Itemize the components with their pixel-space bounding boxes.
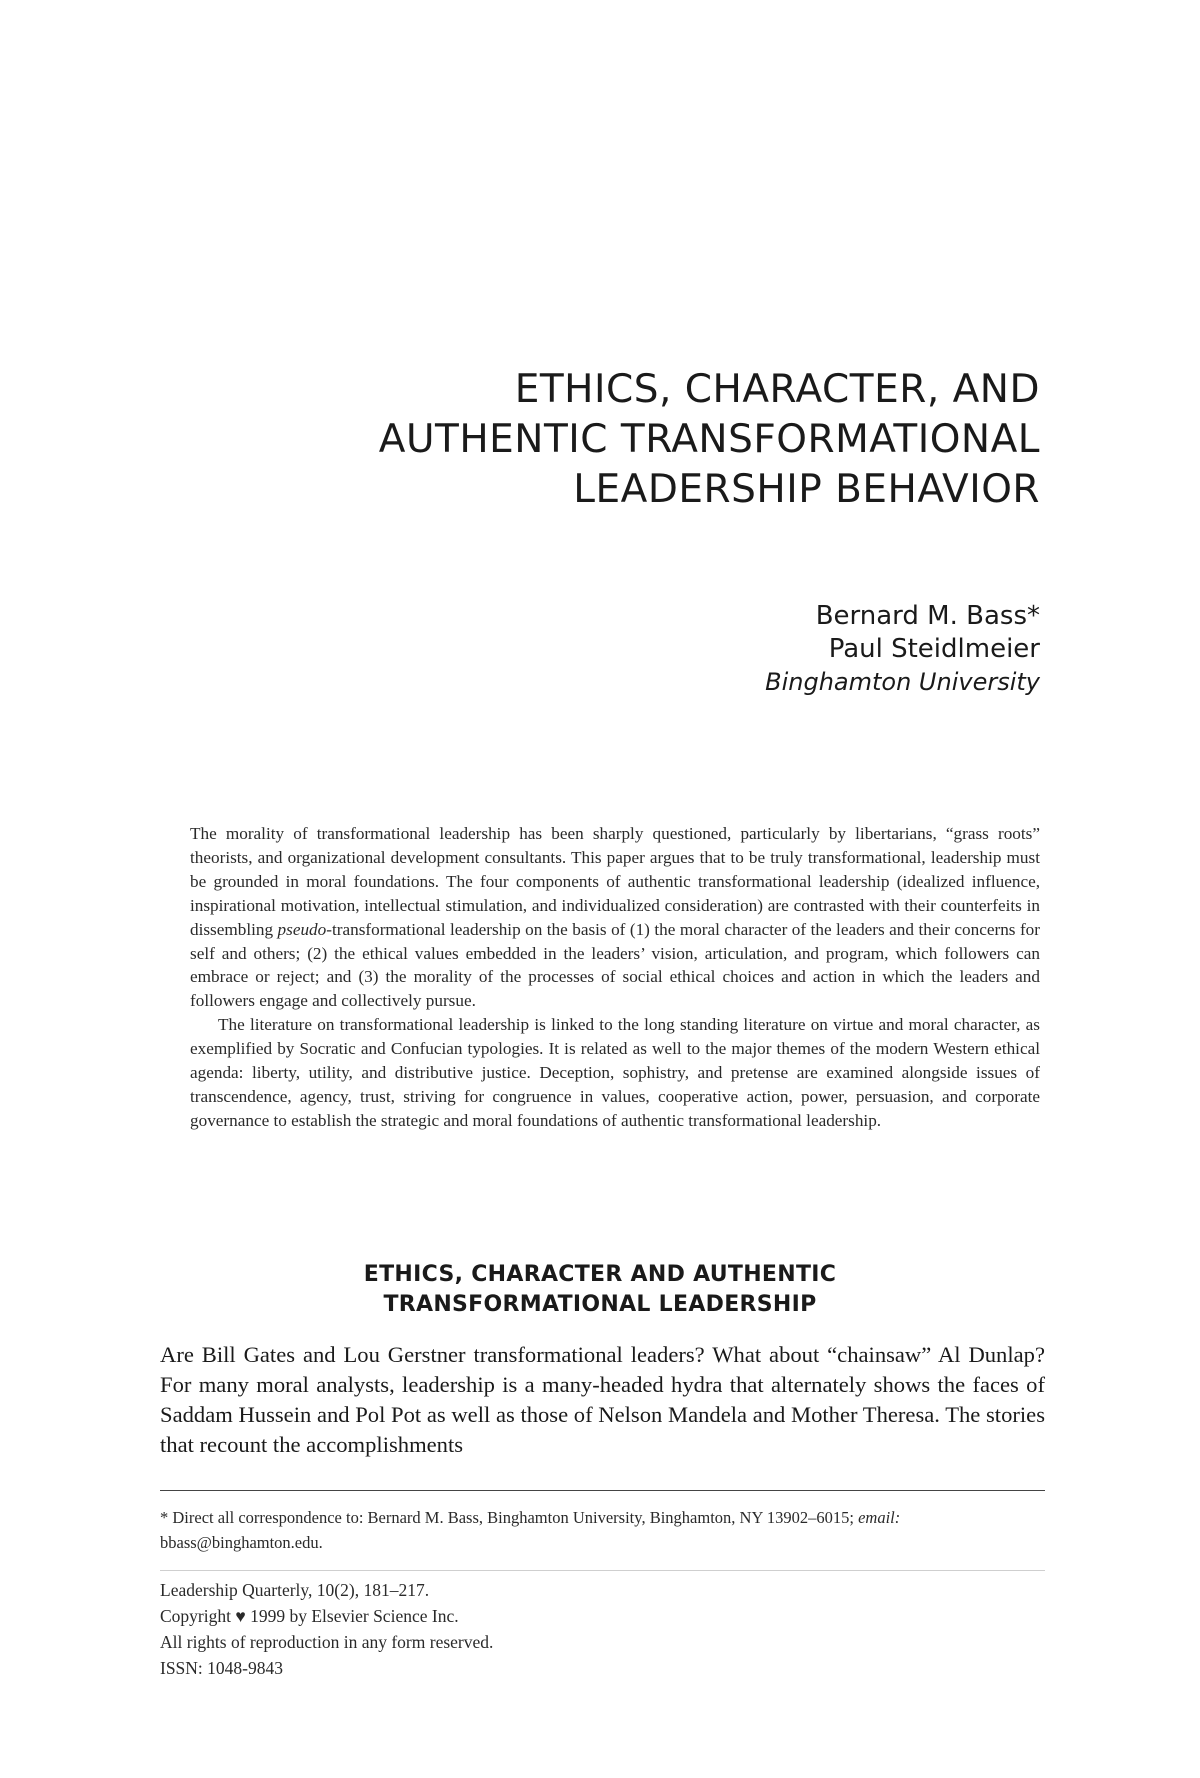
footnote bbox=[160, 1505, 1045, 1555]
author-name: Bernard M. Bass* bbox=[815, 601, 1040, 631]
footnote-email: bbass@binghamton.edu. bbox=[160, 1533, 323, 1552]
publication-info bbox=[160, 1577, 860, 1681]
article-title bbox=[220, 365, 1040, 515]
title-line: ETHICS, CHARACTER, AND bbox=[514, 367, 1040, 412]
author-affiliation: Binghamton University bbox=[765, 668, 1040, 696]
footnote-divider bbox=[160, 1490, 1045, 1491]
section-heading-line: ETHICS, CHARACTER AND AUTHENTIC bbox=[363, 1262, 837, 1287]
footnote-text: * Direct all correspondence to: Bernard M. Bass, Binghamton University, Binghamton, NY 13902–6015; bbox=[160, 1508, 859, 1527]
author-name: Paul Steidlmeier bbox=[828, 634, 1040, 664]
journal-citation: Leadership Quarterly, 10(2), 181–217. bbox=[160, 1580, 430, 1600]
title-line: LEADERSHIP BEHAVIOR bbox=[573, 467, 1040, 512]
abstract-text: The morality of transformational leadership has been sharply questioned, particularly by libertarians, “grass roots” theorists, and organizational development consultants. This paper argues that to be truly transformational, leadership must be grounded in moral foundations. The four components of authentic transformational leadership (idealized influence, inspirational motivation, intellectual stimulation, and individualized consideration) are contrasted with their counterfeits in dissembling bbox=[190, 824, 1040, 939]
abstract bbox=[190, 822, 1040, 1133]
footnote-email-label: email: bbox=[858, 1508, 901, 1527]
section-heading-line: TRANSFORMATIONAL LEADERSHIP bbox=[383, 1292, 817, 1317]
title-line: AUTHENTIC TRANSFORMATIONAL bbox=[378, 417, 1040, 462]
abstract-text: -transformational leadership on the basis of (1) the moral character of the leaders and their concerns for self and others; (2) the ethical values embedded in the leaders’ vision, articulation, and program, which followers can embrace or reject; and (3) the morality of the processes of social ethical choices and action in which the leaders and followers engage and collectively pursue. bbox=[190, 919, 1041, 1011]
abstract-paragraph bbox=[190, 822, 1040, 1013]
abstract-paragraph: The literature on transformational leadership is linked to the long standing literature on virtue and moral character, as exemplified by Socratic and Confucian typologies. It is related as well to the major themes of the modern Western ethical agenda: liberty, utility, and distributive justice. Deception, sophistry, and pretense are examined alongside issues of transcendence, agency, trust, striving for congruence in values, cooperative action, power, persuasion, and corporate governance to establish the strategic and moral foundations of authentic transformational leadership. bbox=[190, 1015, 1040, 1130]
copyright-line: Copyright ♥ 1999 by Elsevier Science Inc. bbox=[160, 1606, 459, 1626]
section-heading bbox=[160, 1260, 1040, 1320]
abstract-italic-term: pseudo bbox=[277, 919, 327, 939]
issn-line: ISSN: 1048-9843 bbox=[160, 1658, 283, 1678]
author-block bbox=[540, 600, 1040, 699]
body-paragraph: Are Bill Gates and Lou Gerstner transformational leaders? What about “chainsaw” Al Dunlap? For many moral analysts, leadership is a many-headed hydra that alternately shows the faces of Saddam Hussein and Pol Pot as well as those of Nelson Mandela and Mother Theresa. The stories that recount the accomplishments bbox=[160, 1342, 1045, 1457]
rights-line: All rights of reproduction in any form reserved. bbox=[160, 1632, 494, 1652]
publication-divider bbox=[160, 1570, 1045, 1571]
